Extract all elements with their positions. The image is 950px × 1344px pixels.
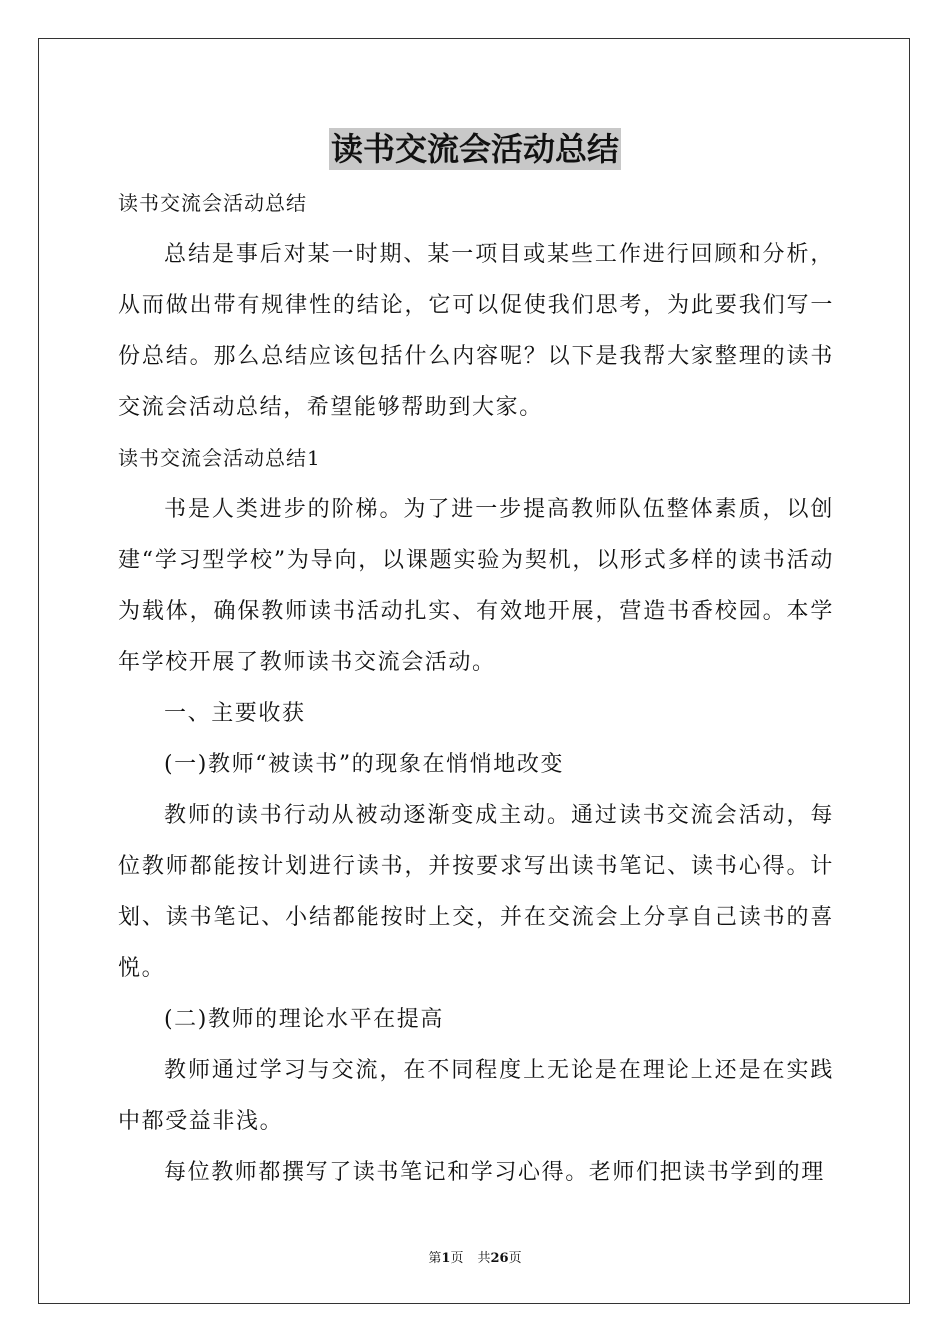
total-prefix: 共 [477, 1251, 491, 1266]
total-suffix: 页 [508, 1251, 522, 1266]
subheading: (二)教师的理论水平在提高 [164, 1007, 444, 1032]
intro-paragraph: 总结是事后对某一时期、某一项目或某些工作进行回顾和分析，从而做出带有规律性的结论，它可以促使我们思考，为此要我们写一份总结。那么总结应该包括什么内容呢？以下是我帮大家整理的读书交流会活动总结，希望能够帮助到大家。 [118, 242, 834, 420]
page-prefix: 第 [428, 1251, 442, 1266]
document-title: 读书交流会活动总结 [330, 130, 619, 168]
page-suffix: 页 [450, 1251, 464, 1266]
title-area [0, 128, 950, 170]
subheading: (一)教师“被读书”的现象在悄悄地改变 [164, 752, 565, 777]
subheading: 一、主要收获 [164, 701, 306, 726]
document-body [118, 178, 834, 1198]
body-paragraph: 教师的读书行动从被动逐渐变成主动。通过读书交流会活动，每位教师都能按计划进行读书，并按要求写出读书笔记、读书心得。计划、读书笔记、小结都能按时上交，并在交流会上分享自己读书的喜悦。 [118, 803, 834, 981]
body-paragraph: 教师通过学习与交流，在不同程度上无论是在理论上还是在实践中都受益非浅。 [118, 1058, 834, 1134]
body-paragraph: 书是人类进步的阶梯。为了进一步提高教师队伍整体素质，以创建“学习型学校”为导向，以课题实验为契机，以形式多样的读书活动为载体，确保教师读书活动扎实、有效地开展，营造书香校园。本学年学校开展了教师读书交流会活动。 [118, 497, 834, 675]
page-number: 1 [441, 1251, 451, 1266]
section-heading: 读书交流会活动总结1 [118, 446, 321, 470]
page-footer [0, 1247, 950, 1266]
subtitle-paragraph: 读书交流会活动总结 [118, 191, 307, 215]
body-paragraph: 每位教师都撰写了读书笔记和学习心得。老师们把读书学到的理 [164, 1160, 825, 1185]
total-pages: 26 [490, 1251, 509, 1266]
